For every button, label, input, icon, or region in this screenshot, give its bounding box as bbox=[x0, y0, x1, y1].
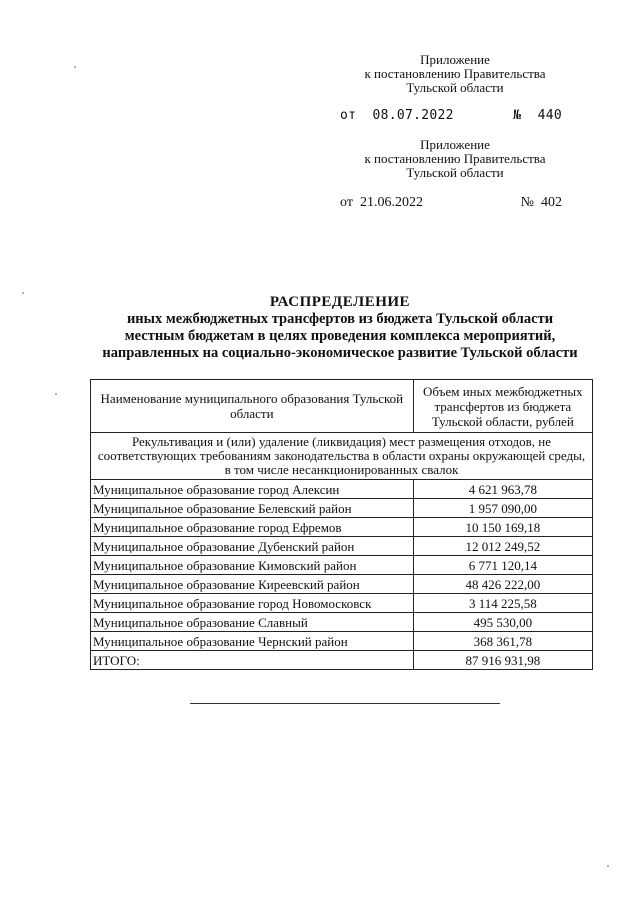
resolution-date: 21.06.2022 bbox=[359, 195, 423, 210]
transfer-amount: 48 426 222,00 bbox=[413, 575, 592, 594]
previous-resolution-dateline bbox=[340, 195, 570, 211]
resolution-number-wrap bbox=[521, 195, 562, 211]
total-amount: 87 916 931,98 bbox=[413, 651, 592, 670]
appendix-title: Приложение bbox=[420, 52, 490, 67]
appendix-resolution: к постановлению Правительства bbox=[364, 151, 546, 166]
appendix-resolution: к постановлению Правительства bbox=[364, 66, 546, 81]
transfer-amount: 4 621 963,78 bbox=[413, 480, 592, 499]
appendix-title: Приложение bbox=[420, 137, 490, 152]
column-header-municipality: Наименование муниципального образования Тульской области bbox=[91, 380, 414, 433]
heading-line-3: направленных на социально-экономическое развитие Тульской области bbox=[102, 345, 578, 361]
resolution-number: 402 bbox=[541, 195, 562, 210]
transfer-amount: 12 012 249,52 bbox=[413, 537, 592, 556]
table-row bbox=[91, 537, 593, 556]
transfer-amount: 6 771 120,14 bbox=[413, 556, 592, 575]
appendix-block-current bbox=[340, 53, 570, 95]
table-row bbox=[91, 518, 593, 537]
number-sign: № bbox=[520, 195, 534, 210]
table-header-row bbox=[91, 380, 593, 433]
municipality-name: Муниципальное образование Кимовский район bbox=[91, 556, 414, 575]
total-row bbox=[91, 651, 593, 670]
heading-line-2: местным бюджетам в целях проведения комплекса мероприятий, bbox=[124, 328, 556, 344]
resolution-date: 08.07.2022 bbox=[372, 108, 454, 123]
municipality-name: Муниципальное образование Белевский район bbox=[91, 499, 414, 518]
document-title: РАСПРЕДЕЛЕНИЕ bbox=[269, 294, 411, 310]
section-title: Рекультивация и (или) удаление (ликвидация) мест размещения отходов, не соответствующих требованиям законодательства в области охраны окружающей среды, в том числе несанкционированных свалок bbox=[91, 433, 593, 480]
transfer-amount: 495 530,00 bbox=[413, 613, 592, 632]
table-row bbox=[91, 594, 593, 613]
municipality-name: Муниципальное образование город Новомосковск bbox=[91, 594, 414, 613]
appendix-block-previous bbox=[340, 138, 570, 180]
transfer-amount: 3 114 225,58 bbox=[413, 594, 592, 613]
from-label: от bbox=[340, 195, 353, 210]
municipality-name: Муниципальное образование Чернский район bbox=[91, 632, 414, 651]
transfer-amount: 1 957 090,00 bbox=[413, 499, 592, 518]
table-row bbox=[91, 480, 593, 499]
scan-speck bbox=[607, 865, 609, 867]
appendix-region: Тульской области bbox=[406, 165, 504, 180]
section-row bbox=[91, 433, 593, 480]
column-header-amount: Объем иных межбюджетных трансфертов из бюджета Тульской области, рублей bbox=[413, 380, 592, 433]
bottom-separator-line bbox=[190, 703, 500, 704]
transfer-amount: 10 150 169,18 bbox=[413, 518, 592, 537]
municipality-name: Муниципальное образование Киреевский район bbox=[91, 575, 414, 594]
table-row bbox=[91, 556, 593, 575]
distribution-table bbox=[90, 379, 593, 670]
number-sign: № bbox=[513, 108, 522, 123]
table-row bbox=[91, 499, 593, 518]
table-row bbox=[91, 575, 593, 594]
current-resolution-dateline bbox=[340, 108, 570, 123]
transfer-amount: 368 361,78 bbox=[413, 632, 592, 651]
municipality-name: Муниципальное образование город Алексин bbox=[91, 480, 414, 499]
document-heading bbox=[80, 294, 600, 362]
heading-line-1: иных межбюджетных трансфертов из бюджета Тульской области bbox=[126, 311, 554, 327]
table-row bbox=[91, 632, 593, 651]
appendix-region: Тульской области bbox=[406, 80, 504, 95]
scan-speck bbox=[22, 292, 24, 294]
municipality-name: Муниципальное образование Дубенский район bbox=[91, 537, 414, 556]
municipality-name: Муниципальное образование Славный bbox=[91, 613, 414, 632]
resolution-number-wrap bbox=[513, 108, 562, 123]
resolution-number: 440 bbox=[537, 108, 562, 123]
from-label: от bbox=[340, 108, 357, 123]
scan-speck bbox=[74, 66, 76, 68]
scan-speck bbox=[55, 393, 57, 395]
municipality-name: Муниципальное образование город Ефремов bbox=[91, 518, 414, 537]
total-label: ИТОГО: bbox=[91, 651, 414, 670]
table-row bbox=[91, 613, 593, 632]
